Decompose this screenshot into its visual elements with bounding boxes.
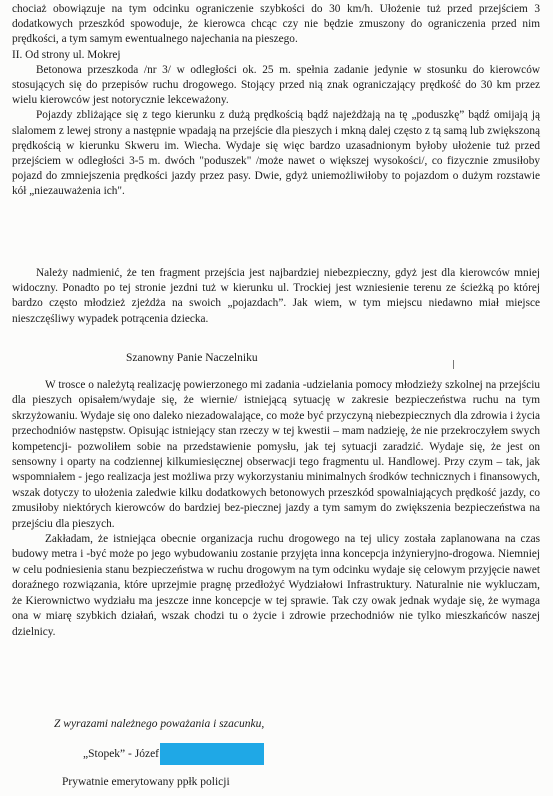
letter-body bbox=[12, 378, 540, 640]
letter-paragraph-1: W trosce o należytą realizację powierzonego mi zadania -udzielania pomocy młodzieży szkolnej na przejściu dla pieszych opisałem/wydaje się, że wiernie/ istniejącą sytuację w zakresie bezpieczeństwa ruchu na tym skrzyżowaniu. Wydaje się ono daleko niezadowalające, co może być przyczyną niebezpiecznych dla zdrowia i życia przechodniów następstw. Opisując istniejący stan rzeczy w tej kwestii – mam nadzieję, że nie przekroczyłem swych kompetencji- pozwoliłem sobie na przedstawienie pomysłu, jak tej sytuacji zaradzić. Wydaje się, że jest on sensowny i oparty na codziennej kilkumiesięcznej obserwacji tego fragmentu ul. Handlowej. Przy czym – tak, jak wspomniałem - jego realizacja jest możliwa przy wykorzystaniu minimalnych środków technicznych i finansowych, wszak dotyczy to ułożenia zaledwie kilku dodatkowych betonowych przeszkód spowalniających prędkość jazdy, co zmusiłoby niektórych kierowców do bardziej bez-piecznej jazdy a tym samym do zwiększenia bezpieczeństwa na przejściu dla pieszych. bbox=[12, 379, 540, 530]
stray-mark bbox=[453, 360, 454, 369]
section-mokrej bbox=[12, 2, 540, 200]
signature-rank: Prywatnie emerytowany ppłk policji bbox=[62, 776, 230, 788]
paragraph-vehicles: Pojazdy zbliżające się z tego kierunku z dużą prędkością bądź najeżdżają na tę „poduszkę” bądź omijają ją slalomem z lewej strony a następnie wpadają na przejście dla pieszych i mkną dalej często z tą samą lub zwiększoną prędkością w kierunku Skweru im. Wiecha. Wydaje się więc bardzo uzasadnionym byłoby ułożenie tuż przed przejściem w odległości 3-5 m. dwóch "poduszek" /może nawet o większej wysokości/, co fizycznie zmusiłoby pojazd do zmniejszenia prędkości jazdy przez pasy. Dwie, gdyż uniemożliwiłoby to pojazdom o dużym rozstawie kół „niezauważenia ich". bbox=[12, 109, 540, 198]
letter-paragraph-2: Zakładam, że istniejąca obecnie organizacja ruchu drogowego na tej ulicy została zaplanowana na czas budowy metra i -być może po jego wybudowaniu zostanie przyjęta inna koncepcja inżynieryjno-drogowa. Niemniej w celu podniesienia stanu bezpieczeństwa w ruchu drogowym na tym odcinku wydaje się celowym przyjęcie nawet doraźnego rozwiązania, które uprzejmie pragnę przedłożyć Wydziałowi Infrastruktury. Naturalnie nie wykluczam, że Kierownictwo wydziału ma jeszcze inne koncepcje w tej sprawie. Tak czy owak jednak wydaje się, że wymaga ona w miarę szybkich działań, wszak chodzi tu o życie i zdrowie przechodniów nie tylko mieszkańców naszej dzielnicy. bbox=[12, 533, 540, 638]
signature-name: „Stopek” - Józef bbox=[83, 748, 159, 760]
section-heading: II. Od strony ul. Mokrej bbox=[12, 48, 121, 61]
intro-paragraph: chociaż obowiązuje na tym odcinku ograniczenie szybkości do 30 km/h. Ułożenie tuż przed przejściem 3 dodatkowych przeszkód spowoduje, że kierowca chcąc czy nie będzie zmuszony do ograniczenia przed nim prędkości, a tym samym ewentualnego najechania na pieszego. bbox=[12, 3, 540, 46]
section-remarks bbox=[12, 266, 540, 327]
closing-line: Z wyrazami należnego poważania i szacunku, bbox=[54, 718, 265, 730]
signature-row bbox=[83, 743, 264, 765]
redaction-box bbox=[160, 743, 264, 765]
salutation: Szanowny Panie Naczelniku bbox=[126, 352, 258, 364]
paragraph-dangerous-fragment: Należy nadmienić, że ten fragment przejścia jest najbardziej niebezpieczny, gdyż jest dla kierowców mniej widoczny. Ponadto po tej stronie jezdni tuż w kierunku ul. Trockiej jest wzniesienie terenu ze ścieżką po której bardzo często młodzież zjeżdża na swoich „pojazdach”. Jak wiem, w tym miejscu niedawno miał miejsce nieszczęśliwy wypadek potrącenia dziecka. bbox=[12, 267, 540, 325]
paragraph-obstacle-3: Betonowa przeszkoda /nr 3/ w odległości ok. 25 m. spełnia zadanie jedynie w stosunku do kierowców stosujących się do przepisów ruchu drogowego. Stojący przed nią znak ograniczający prędkość do 30 km przez wielu kierowców jest notorycznie lekceważony. bbox=[12, 63, 540, 107]
